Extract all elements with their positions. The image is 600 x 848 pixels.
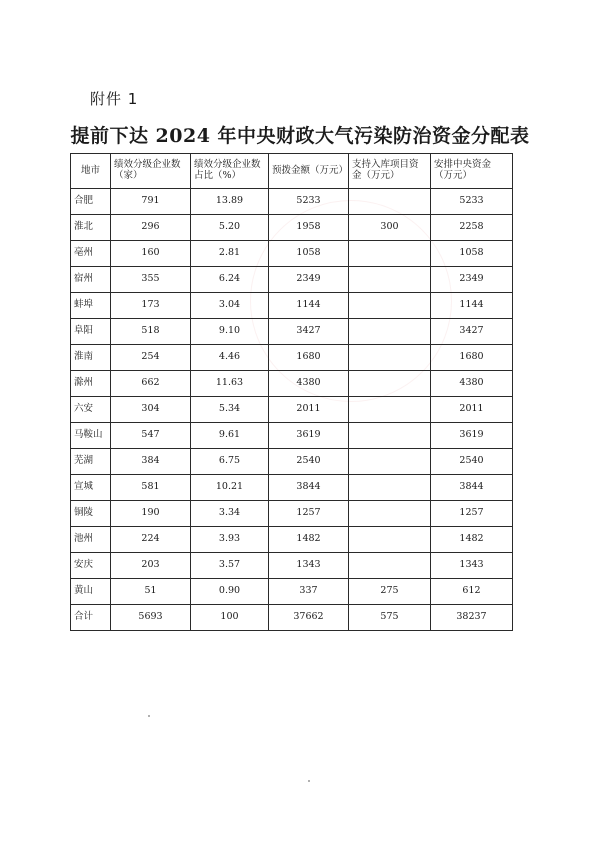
cell-enterprise-share: 3.34 [191, 501, 269, 527]
cell-central-funds: 1482 [431, 527, 513, 553]
cell-enterprise-count: 791 [111, 189, 191, 215]
cell-project-funds [349, 345, 431, 371]
cell-enterprise-count: 547 [111, 423, 191, 449]
cell-prepaid-amount: 1680 [269, 345, 349, 371]
cell-project-funds [349, 475, 431, 501]
cell-project-funds [349, 319, 431, 345]
table-header-row [71, 154, 513, 189]
cell-project-funds [349, 449, 431, 475]
table-row [71, 345, 513, 371]
cell-prepaid-amount: 1144 [269, 293, 349, 319]
cell-enterprise-share: 6.24 [191, 267, 269, 293]
cell-enterprise-count: 203 [111, 553, 191, 579]
cell-prepaid-amount: 3427 [269, 319, 349, 345]
cell-enterprise-count: 296 [111, 215, 191, 241]
cell-project-funds: 300 [349, 215, 431, 241]
cell-project-funds [349, 267, 431, 293]
table-body [71, 189, 513, 631]
cell-prepaid-amount: 3844 [269, 475, 349, 501]
header-prepaid-amount: 预拨金额（万元） [269, 154, 349, 189]
cell-prepaid-amount: 5233 [269, 189, 349, 215]
cell-project-funds [349, 423, 431, 449]
cell-enterprise-count: 384 [111, 449, 191, 475]
cell-project-funds [349, 553, 431, 579]
cell-project-funds [349, 371, 431, 397]
table-total-row [71, 605, 513, 631]
cell-city: 亳州 [71, 241, 111, 267]
scan-speck [308, 780, 310, 782]
cell-city: 六安 [71, 397, 111, 423]
table-row [71, 215, 513, 241]
cell-city: 马鞍山 [71, 423, 111, 449]
cell-central-funds: 2011 [431, 397, 513, 423]
cell-enterprise-share: 5.34 [191, 397, 269, 423]
cell-city: 宣城 [71, 475, 111, 501]
cell-central-funds: 1058 [431, 241, 513, 267]
allocation-table [70, 153, 513, 631]
table-row [71, 449, 513, 475]
cell-enterprise-share: 3.93 [191, 527, 269, 553]
cell-prepaid-amount: 4380 [269, 371, 349, 397]
cell-city: 黄山 [71, 579, 111, 605]
table-row [71, 319, 513, 345]
cell-city: 淮南 [71, 345, 111, 371]
cell-enterprise-share: 9.10 [191, 319, 269, 345]
cell-project-funds [349, 293, 431, 319]
cell-enterprise-count: 254 [111, 345, 191, 371]
cell-enterprise-count: 662 [111, 371, 191, 397]
cell-enterprise-share: 5.20 [191, 215, 269, 241]
cell-city: 阜阳 [71, 319, 111, 345]
table-row [71, 579, 513, 605]
cell-city: 淮北 [71, 215, 111, 241]
table-row [71, 189, 513, 215]
cell-central-funds: 1144 [431, 293, 513, 319]
cell-project-funds [349, 527, 431, 553]
cell-central-funds: 4380 [431, 371, 513, 397]
cell-central-funds: 3427 [431, 319, 513, 345]
cell-project-funds: 575 [349, 605, 431, 631]
cell-project-funds: 275 [349, 579, 431, 605]
cell-enterprise-share: 3.57 [191, 553, 269, 579]
cell-city: 滁州 [71, 371, 111, 397]
cell-city: 池州 [71, 527, 111, 553]
cell-central-funds: 2540 [431, 449, 513, 475]
table-row [71, 527, 513, 553]
table-row [71, 293, 513, 319]
cell-enterprise-share: 4.46 [191, 345, 269, 371]
cell-prepaid-amount: 1343 [269, 553, 349, 579]
cell-prepaid-amount: 1958 [269, 215, 349, 241]
cell-city: 合肥 [71, 189, 111, 215]
cell-enterprise-count: 518 [111, 319, 191, 345]
cell-project-funds [349, 241, 431, 267]
cell-central-funds: 3619 [431, 423, 513, 449]
cell-enterprise-count: 190 [111, 501, 191, 527]
cell-enterprise-count: 304 [111, 397, 191, 423]
cell-prepaid-amount: 2540 [269, 449, 349, 475]
cell-central-funds: 3844 [431, 475, 513, 501]
cell-prepaid-amount: 2349 [269, 267, 349, 293]
cell-prepaid-amount: 1058 [269, 241, 349, 267]
cell-enterprise-share: 2.81 [191, 241, 269, 267]
cell-prepaid-amount: 1482 [269, 527, 349, 553]
table-row [71, 475, 513, 501]
cell-enterprise-share: 6.75 [191, 449, 269, 475]
cell-enterprise-count: 173 [111, 293, 191, 319]
cell-project-funds [349, 501, 431, 527]
cell-city: 蚌埠 [71, 293, 111, 319]
header-enterprise-count: 绩效分级企业数（家） [111, 154, 191, 189]
cell-enterprise-count: 51 [111, 579, 191, 605]
scan-speck [148, 715, 150, 717]
cell-enterprise-count: 355 [111, 267, 191, 293]
cell-prepaid-amount: 2011 [269, 397, 349, 423]
cell-prepaid-amount: 37662 [269, 605, 349, 631]
cell-central-funds: 1257 [431, 501, 513, 527]
header-central-funds: 安排中央资金（万元） [431, 154, 513, 189]
cell-enterprise-share: 9.61 [191, 423, 269, 449]
cell-enterprise-count: 5693 [111, 605, 191, 631]
header-project-funds: 支持入库项目资金（万元） [349, 154, 431, 189]
cell-city: 宿州 [71, 267, 111, 293]
cell-project-funds [349, 189, 431, 215]
table-row [71, 553, 513, 579]
cell-central-funds: 2258 [431, 215, 513, 241]
cell-project-funds [349, 397, 431, 423]
document-title: 提前下达 2024 年中央财政大气污染防治资金分配表 [70, 125, 530, 147]
cell-enterprise-share: 0.90 [191, 579, 269, 605]
cell-central-funds: 5233 [431, 189, 513, 215]
cell-enterprise-share: 10.21 [191, 475, 269, 501]
cell-central-funds: 1680 [431, 345, 513, 371]
cell-prepaid-amount: 1257 [269, 501, 349, 527]
header-enterprise-share: 绩效分级企业数占比（%） [191, 154, 269, 189]
cell-enterprise-share: 13.89 [191, 189, 269, 215]
cell-city: 铜陵 [71, 501, 111, 527]
cell-central-funds: 612 [431, 579, 513, 605]
cell-city: 芜湖 [71, 449, 111, 475]
cell-enterprise-share: 100 [191, 605, 269, 631]
cell-city: 合计 [71, 605, 111, 631]
header-city: 地市 [71, 154, 111, 189]
cell-enterprise-share: 11.63 [191, 371, 269, 397]
table-row [71, 371, 513, 397]
cell-central-funds: 2349 [431, 267, 513, 293]
cell-central-funds: 1343 [431, 553, 513, 579]
table-row [71, 241, 513, 267]
table-row [71, 423, 513, 449]
cell-enterprise-count: 224 [111, 527, 191, 553]
table-row [71, 397, 513, 423]
cell-enterprise-count: 581 [111, 475, 191, 501]
cell-prepaid-amount: 3619 [269, 423, 349, 449]
table-row [71, 501, 513, 527]
cell-enterprise-count: 160 [111, 241, 191, 267]
cell-enterprise-share: 3.04 [191, 293, 269, 319]
cell-prepaid-amount: 337 [269, 579, 349, 605]
cell-city: 安庆 [71, 553, 111, 579]
table-row [71, 267, 513, 293]
attachment-label: 附件 1 [90, 90, 139, 108]
cell-central-funds: 38237 [431, 605, 513, 631]
